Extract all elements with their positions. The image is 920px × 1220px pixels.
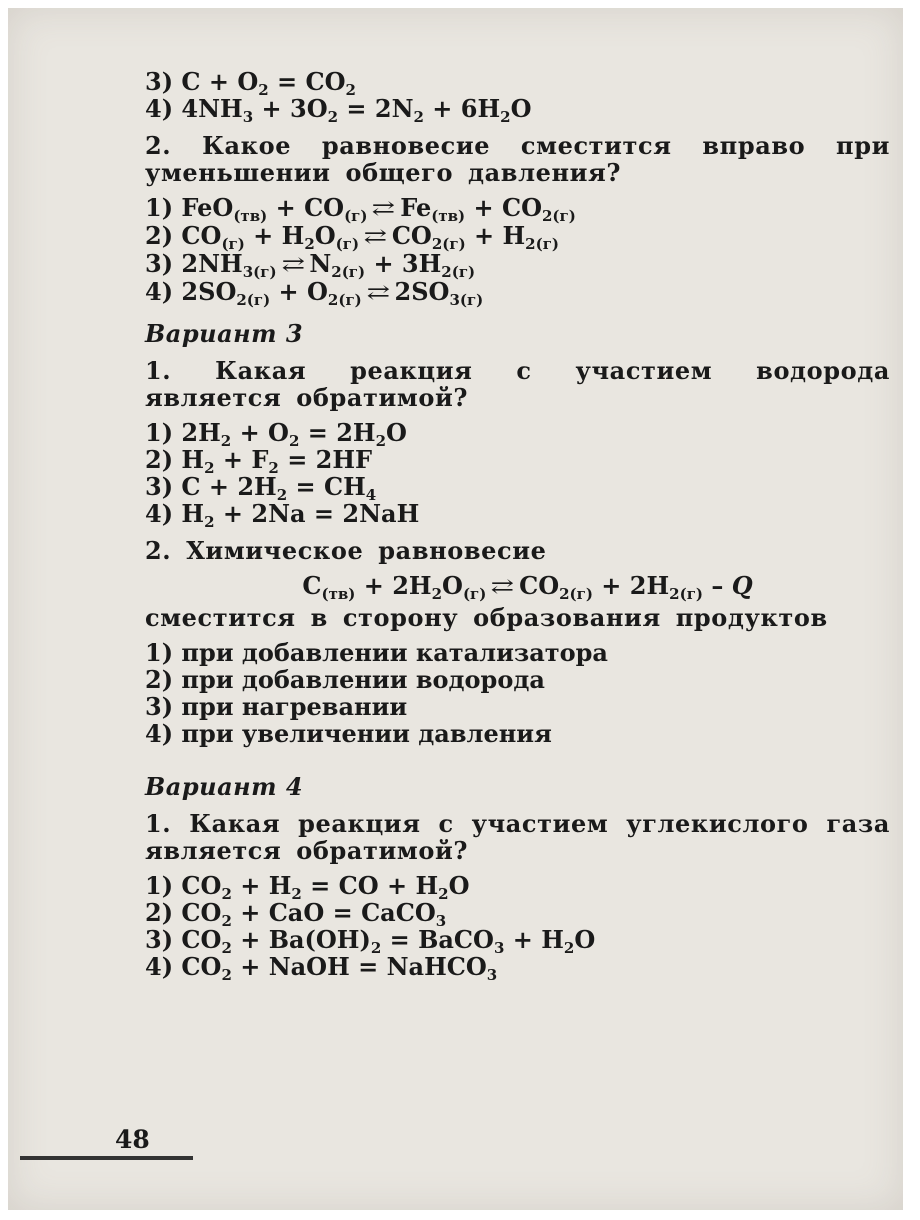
- v3-question-2-header: 2. Химическое равновесие: [145, 536, 547, 565]
- v4-question-1-options: [145, 871, 890, 984]
- formula-text: + CaO = CaCO: [231, 898, 436, 927]
- formula-text: + Ba(OH): [231, 925, 371, 954]
- subscript: 3(г): [242, 263, 277, 281]
- formula-text: + H: [244, 221, 305, 250]
- answer-option: 4) при увеличении давления: [145, 719, 552, 748]
- formula-text: = 2HF: [278, 445, 373, 474]
- subscript: 4: [365, 486, 377, 504]
- subscript: 2: [304, 235, 315, 253]
- subscript: 2(г): [331, 263, 366, 281]
- formula-text: Q: [731, 571, 753, 600]
- formula-text: O: [448, 871, 470, 900]
- formula-text: CO: [519, 571, 560, 600]
- formula-text: 2NH: [181, 249, 243, 278]
- formula-text: + H: [504, 925, 564, 954]
- subscript: 3: [486, 966, 498, 984]
- formula-text: O: [442, 571, 463, 600]
- subscript: 2: [291, 885, 302, 903]
- equilibrium-arrow-icon: ⇄: [372, 196, 396, 220]
- formula-text: O: [574, 925, 596, 954]
- answer-option: [145, 221, 890, 253]
- subscript: (тв): [321, 585, 356, 603]
- option-number: 3): [145, 67, 182, 96]
- subscript: 2: [204, 459, 215, 477]
- book-page: [8, 8, 903, 1210]
- option-number: 1): [145, 871, 182, 900]
- page-content: [145, 67, 890, 984]
- answer-option: 3) при нагревании: [145, 692, 408, 721]
- option-number: 3): [145, 472, 182, 501]
- subscript: 2: [563, 939, 575, 957]
- answer-option: [145, 193, 890, 225]
- subscript: 2: [276, 486, 288, 504]
- variant-3-title: Вариант 3: [145, 319, 304, 348]
- top-options: [145, 67, 890, 126]
- option-number: 1): [145, 193, 182, 222]
- subscript: (тв): [233, 207, 268, 225]
- subscript: 2(г): [236, 291, 271, 309]
- formula-text: = 2H: [299, 418, 376, 447]
- answer-option: [145, 249, 890, 281]
- subscript: 2: [221, 939, 232, 957]
- subscript: 3: [435, 912, 447, 930]
- formula-text: = CO: [268, 67, 346, 96]
- equilibrium-arrow-icon: ⇄: [490, 574, 515, 598]
- subscript: 3(г): [449, 291, 484, 309]
- formula-text: + 3O: [253, 94, 328, 123]
- subscript: (г): [462, 585, 487, 603]
- formula-text: –: [702, 571, 732, 600]
- answer-option: [145, 94, 890, 126]
- answer-option: [145, 418, 890, 450]
- answer-option: [145, 898, 890, 930]
- formula-text: H: [181, 499, 205, 528]
- answer-option: [145, 499, 890, 531]
- answer-option: [145, 445, 890, 477]
- formula-text: = CO + H: [301, 871, 439, 900]
- formula-text: = 2N: [338, 94, 414, 123]
- subscript: 2: [375, 432, 387, 450]
- v3-question-2-options: [145, 639, 890, 747]
- option-number: 3): [145, 925, 182, 954]
- formula-text: H: [181, 445, 205, 474]
- v3-question-1-header: 1. Какая реакция с участием водорода является обратимой?: [145, 356, 890, 412]
- subscript: 2: [204, 513, 215, 531]
- equilibrium-arrow-icon: ⇄: [363, 224, 388, 248]
- subscript: 2: [258, 81, 269, 99]
- subscript: 2: [431, 585, 443, 603]
- formula-text: + H: [465, 221, 526, 250]
- formula-text: 2H: [181, 418, 221, 447]
- option-number: 4): [145, 952, 182, 981]
- variant-4-title: Вариант 4: [145, 772, 304, 801]
- option-number: 2): [145, 221, 182, 250]
- formula-text: C: [302, 571, 322, 600]
- subscript: 2: [370, 939, 382, 957]
- formula-text: CO: [181, 871, 222, 900]
- subscript: 2(г): [541, 207, 576, 225]
- option-number: 2): [145, 445, 182, 474]
- formula-text: C + 2H: [181, 472, 277, 501]
- formula-text: + O: [270, 277, 328, 306]
- v3-question-2-equation: [165, 571, 890, 603]
- footer-rule: [20, 1156, 193, 1160]
- formula-text: O: [510, 94, 532, 123]
- subscript: 2: [220, 432, 232, 450]
- subscript: 2: [221, 885, 232, 903]
- answer-option: 1) при добавлении катализатора: [145, 638, 608, 667]
- subscript: 2: [413, 108, 424, 126]
- answer-option: 2) при добавлении водорода: [145, 665, 545, 694]
- option-number: 4): [145, 277, 182, 306]
- formula-text: + O: [231, 418, 289, 447]
- formula-text: N: [309, 249, 332, 278]
- formula-text: + 2H: [592, 571, 670, 600]
- question-2-options: [145, 193, 890, 309]
- formula-text: Fe: [400, 193, 432, 222]
- formula-text: + CO: [267, 193, 345, 222]
- option-number: 2): [145, 898, 182, 927]
- equilibrium-arrow-icon: ⇄: [366, 280, 390, 304]
- formula-text: CO: [391, 221, 432, 250]
- subscript: 2: [288, 432, 300, 450]
- subscript: 2(г): [559, 585, 593, 603]
- option-number: 1): [145, 418, 182, 447]
- subscript: 2(г): [327, 291, 362, 309]
- subscript: (г): [335, 235, 360, 253]
- answer-option: [145, 472, 890, 504]
- subscript: 2: [438, 885, 449, 903]
- subscript: 2(г): [525, 235, 559, 253]
- option-number: 3): [145, 249, 182, 278]
- v4-question-1-header: 1. Какая реакция с участием углекислого газа является обратимой?: [145, 809, 890, 865]
- question-2-header: 2. Какое равновесие сместится вправо при уменьшении общего давления?: [145, 131, 890, 187]
- subscript: 3: [493, 939, 505, 957]
- equilibrium-arrow-icon: ⇄: [281, 252, 305, 276]
- option-number: 4): [145, 499, 182, 528]
- answer-option: [145, 925, 890, 957]
- formula-text: FeO: [181, 193, 234, 222]
- formula-text: CO: [181, 925, 222, 954]
- subscript: 2(г): [669, 585, 703, 603]
- formula-text: CO: [181, 898, 222, 927]
- formula-text: O: [314, 221, 336, 250]
- formula-text: + F: [214, 445, 269, 474]
- option-number: 4): [145, 94, 182, 123]
- answer-option: [145, 277, 890, 309]
- formula-text: = BaCO: [381, 925, 494, 954]
- answer-option: [145, 67, 890, 99]
- subscript: 3: [242, 108, 254, 126]
- subscript: 2: [327, 108, 339, 126]
- formula-text: + 3H: [365, 249, 442, 278]
- formula-text: + CO: [465, 193, 542, 222]
- formula-text: 2SO: [181, 277, 237, 306]
- subscript: 2(г): [431, 235, 466, 253]
- formula-text: O: [386, 418, 407, 447]
- v3-question-1-options: [145, 418, 890, 531]
- formula-text: + NaOH = NaHCO: [231, 952, 487, 981]
- formula-text: + 2H: [355, 571, 432, 600]
- subscript: 2: [500, 108, 511, 126]
- formula-text: 2SO: [394, 277, 450, 306]
- subscript: (г): [221, 235, 245, 253]
- subscript: 2: [345, 81, 356, 99]
- subscript: 2(г): [441, 263, 476, 281]
- subscript: (г): [344, 207, 368, 225]
- formula-text: 4NH: [181, 94, 243, 123]
- page-number: 48: [115, 1125, 150, 1154]
- formula-text: CO: [181, 952, 222, 981]
- formula-text: C + O: [181, 67, 259, 96]
- formula-text: + H: [231, 871, 292, 900]
- v3-question-2-tail: сместится в сторону образования продуктов: [145, 603, 828, 632]
- formula-text: CO: [181, 221, 222, 250]
- subscript: 2: [221, 966, 232, 984]
- formula-text: + 6H: [423, 94, 501, 123]
- formula-text: + 2Na = 2NaH: [214, 499, 420, 528]
- subscript: 2: [268, 459, 279, 477]
- subscript: (тв): [431, 207, 466, 225]
- formula-text: = CH: [287, 472, 366, 501]
- answer-option: [145, 871, 890, 903]
- answer-option: [145, 952, 890, 984]
- subscript: 2: [221, 912, 232, 930]
